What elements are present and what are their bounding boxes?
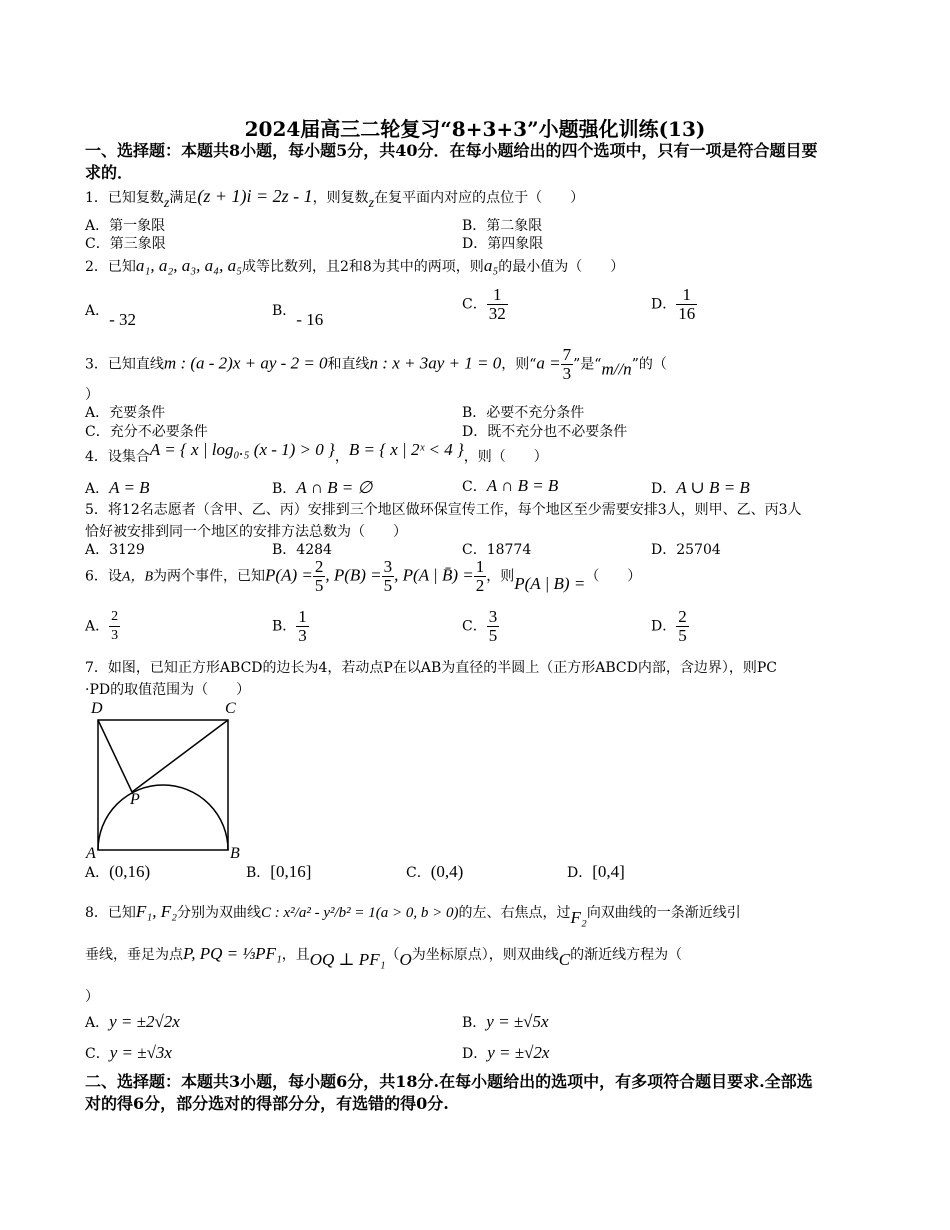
question-4-stem: 4．设集合A = { x | log₀.₅ (x - 1) > 0 }，B = { x | 2ˣ < 4 }，则（ ） xyxy=(85,440,548,465)
label-d: D xyxy=(91,700,103,717)
q8-option-d: D．y = ±√2x xyxy=(462,1043,550,1062)
q2-option-b: B．- 16 xyxy=(272,303,324,329)
question-1-stem: 1．已知复数z满足(z + 1)i = 2z - 1，则复数z在复平面内对应的点位于（ ） xyxy=(85,186,585,211)
label-a: A xyxy=(86,845,96,862)
label-c: C xyxy=(225,700,236,717)
q4-option-c: C．A ∩ B = B xyxy=(462,476,559,495)
segment-pd xyxy=(98,720,132,792)
q2-option-d: D． $\frac{1}{16}$ xyxy=(651,285,696,323)
q6-option-b: B． $\frac{1}{3}$ xyxy=(272,607,307,645)
q4-option-b: B．A ∩ B = ∅ xyxy=(272,478,373,497)
question-2-stem: 2．已知a₁, a₂, a₃, a₄, a₅成等比数列，且2和8为其中的两项，则a₅的最小值为（ ） xyxy=(85,256,625,275)
question-3-stem-end: ） xyxy=(85,387,99,403)
square-semicircle-figure xyxy=(85,702,245,862)
q8-option-b: B．y = ±√5x xyxy=(462,1012,549,1031)
figure-svg xyxy=(85,702,245,862)
question-7-stem: 7．如图，已知正方形ABCD的边长为4，若动点P在以AB为直径的半圆上（正方形ABCD内部，含边界），则PC ·PD的取值范围为（ ） xyxy=(85,660,777,698)
label-b: B xyxy=(230,845,240,862)
q7-option-b: B．[0,16] xyxy=(246,862,312,881)
q5-option-a: A．3129 xyxy=(85,542,145,558)
q1-option-d: D．第四象限 xyxy=(462,236,544,252)
q7-option-d: D．[0,4] xyxy=(567,862,625,881)
segment-pc xyxy=(132,720,228,792)
q6-option-d: D． $\frac{2}{5}$ xyxy=(651,607,687,645)
question-6-stem: 6．设A，B为两个事件，已知P(A) = $\frac{2}{5}$ , P(B) = $\frac{3}{5}$ , P(A | B̄) = $\frac{1}{2}$ ，则P(A | B) =（ ） xyxy=(85,557,642,595)
section-2-heading: 二、选择题：本题共3小题，每小题6分，共18分.在每小题给出的选项中，有多项符合题目要求.全部选对的得6分，部分选对的得部分分，有选错的得0分. xyxy=(85,1072,813,1113)
q3-option-a: A．充要条件 xyxy=(85,405,166,421)
q1-option-a: A．第一象限 xyxy=(85,218,166,234)
semicircle-arc xyxy=(98,785,228,850)
q4-option-d: D．A ∪ B = B xyxy=(651,478,750,497)
q5-option-d: D．25704 xyxy=(651,542,721,558)
q6-option-c: C． $\frac{3}{5}$ xyxy=(462,607,498,645)
q3-option-d: D．既不充分也不必要条件 xyxy=(462,424,628,440)
question-3-stem: 3．已知直线m : (a - 2)x + ay - 2 = 0和直线n : x + 3ay + 1 = 0，则“a = $\frac{7}{3}$ ”是“m//n”的（ xyxy=(85,345,667,383)
q7-option-c: C．(0,4) xyxy=(406,862,464,881)
q2-option-c: C． $\frac{1}{32}$ xyxy=(462,285,506,323)
q2-option-a: A．- 32 xyxy=(85,303,137,329)
question-8-stem-line1: 8．已知F₁, F₂分别为双曲线C : x²/a² - y²/b² = 1(a > 0, b > 0)的左、右焦点，过F₂向双曲线的一条渐近线引 xyxy=(85,902,741,927)
q5-option-c: C．18774 xyxy=(462,542,532,558)
question-8-stem-end: ） xyxy=(85,989,99,1005)
q6-option-a: A． $\frac{2}{3}$ xyxy=(85,609,119,643)
question-5-stem: 5．将12名志愿者（含甲、乙、丙）安排到三个地区做环保宣传工作，每个地区至少需要安排3人，则甲、乙、丙3人恰好被安排到同一个地区的安排方法总数为（ ） xyxy=(85,502,802,540)
q8-option-c: C．y = ±√3x xyxy=(85,1043,172,1062)
q8-option-a: A．y = ±2√2x xyxy=(85,1012,180,1031)
page-title: 2024届高三二轮复习“8+3+3”小题强化训练(13) xyxy=(244,117,706,141)
section-1-heading: 一、选择题：本题共8小题，每小题5分，共40分．在每小题给出的四个选项中，只有一项是符合题目要求的． xyxy=(85,141,818,182)
q3-option-b: B．必要不充分条件 xyxy=(462,405,585,421)
label-p: P xyxy=(130,791,140,808)
question-8-stem-line2: 垂线，垂足为点P, PQ = ⅓PF₁，且OQ ⊥ PF₁（O为坐标原点），则双曲线C的渐近线方程为（ xyxy=(85,944,683,969)
q7-option-a: A．(0,16) xyxy=(85,862,151,881)
q1-option-b: B．第二象限 xyxy=(462,218,543,234)
q4-option-a: A．A = B xyxy=(85,478,150,497)
q5-option-b: B．4284 xyxy=(272,542,332,558)
q1-option-c: C．第三象限 xyxy=(85,236,166,252)
q3-option-c: C．充分不必要条件 xyxy=(85,424,208,440)
